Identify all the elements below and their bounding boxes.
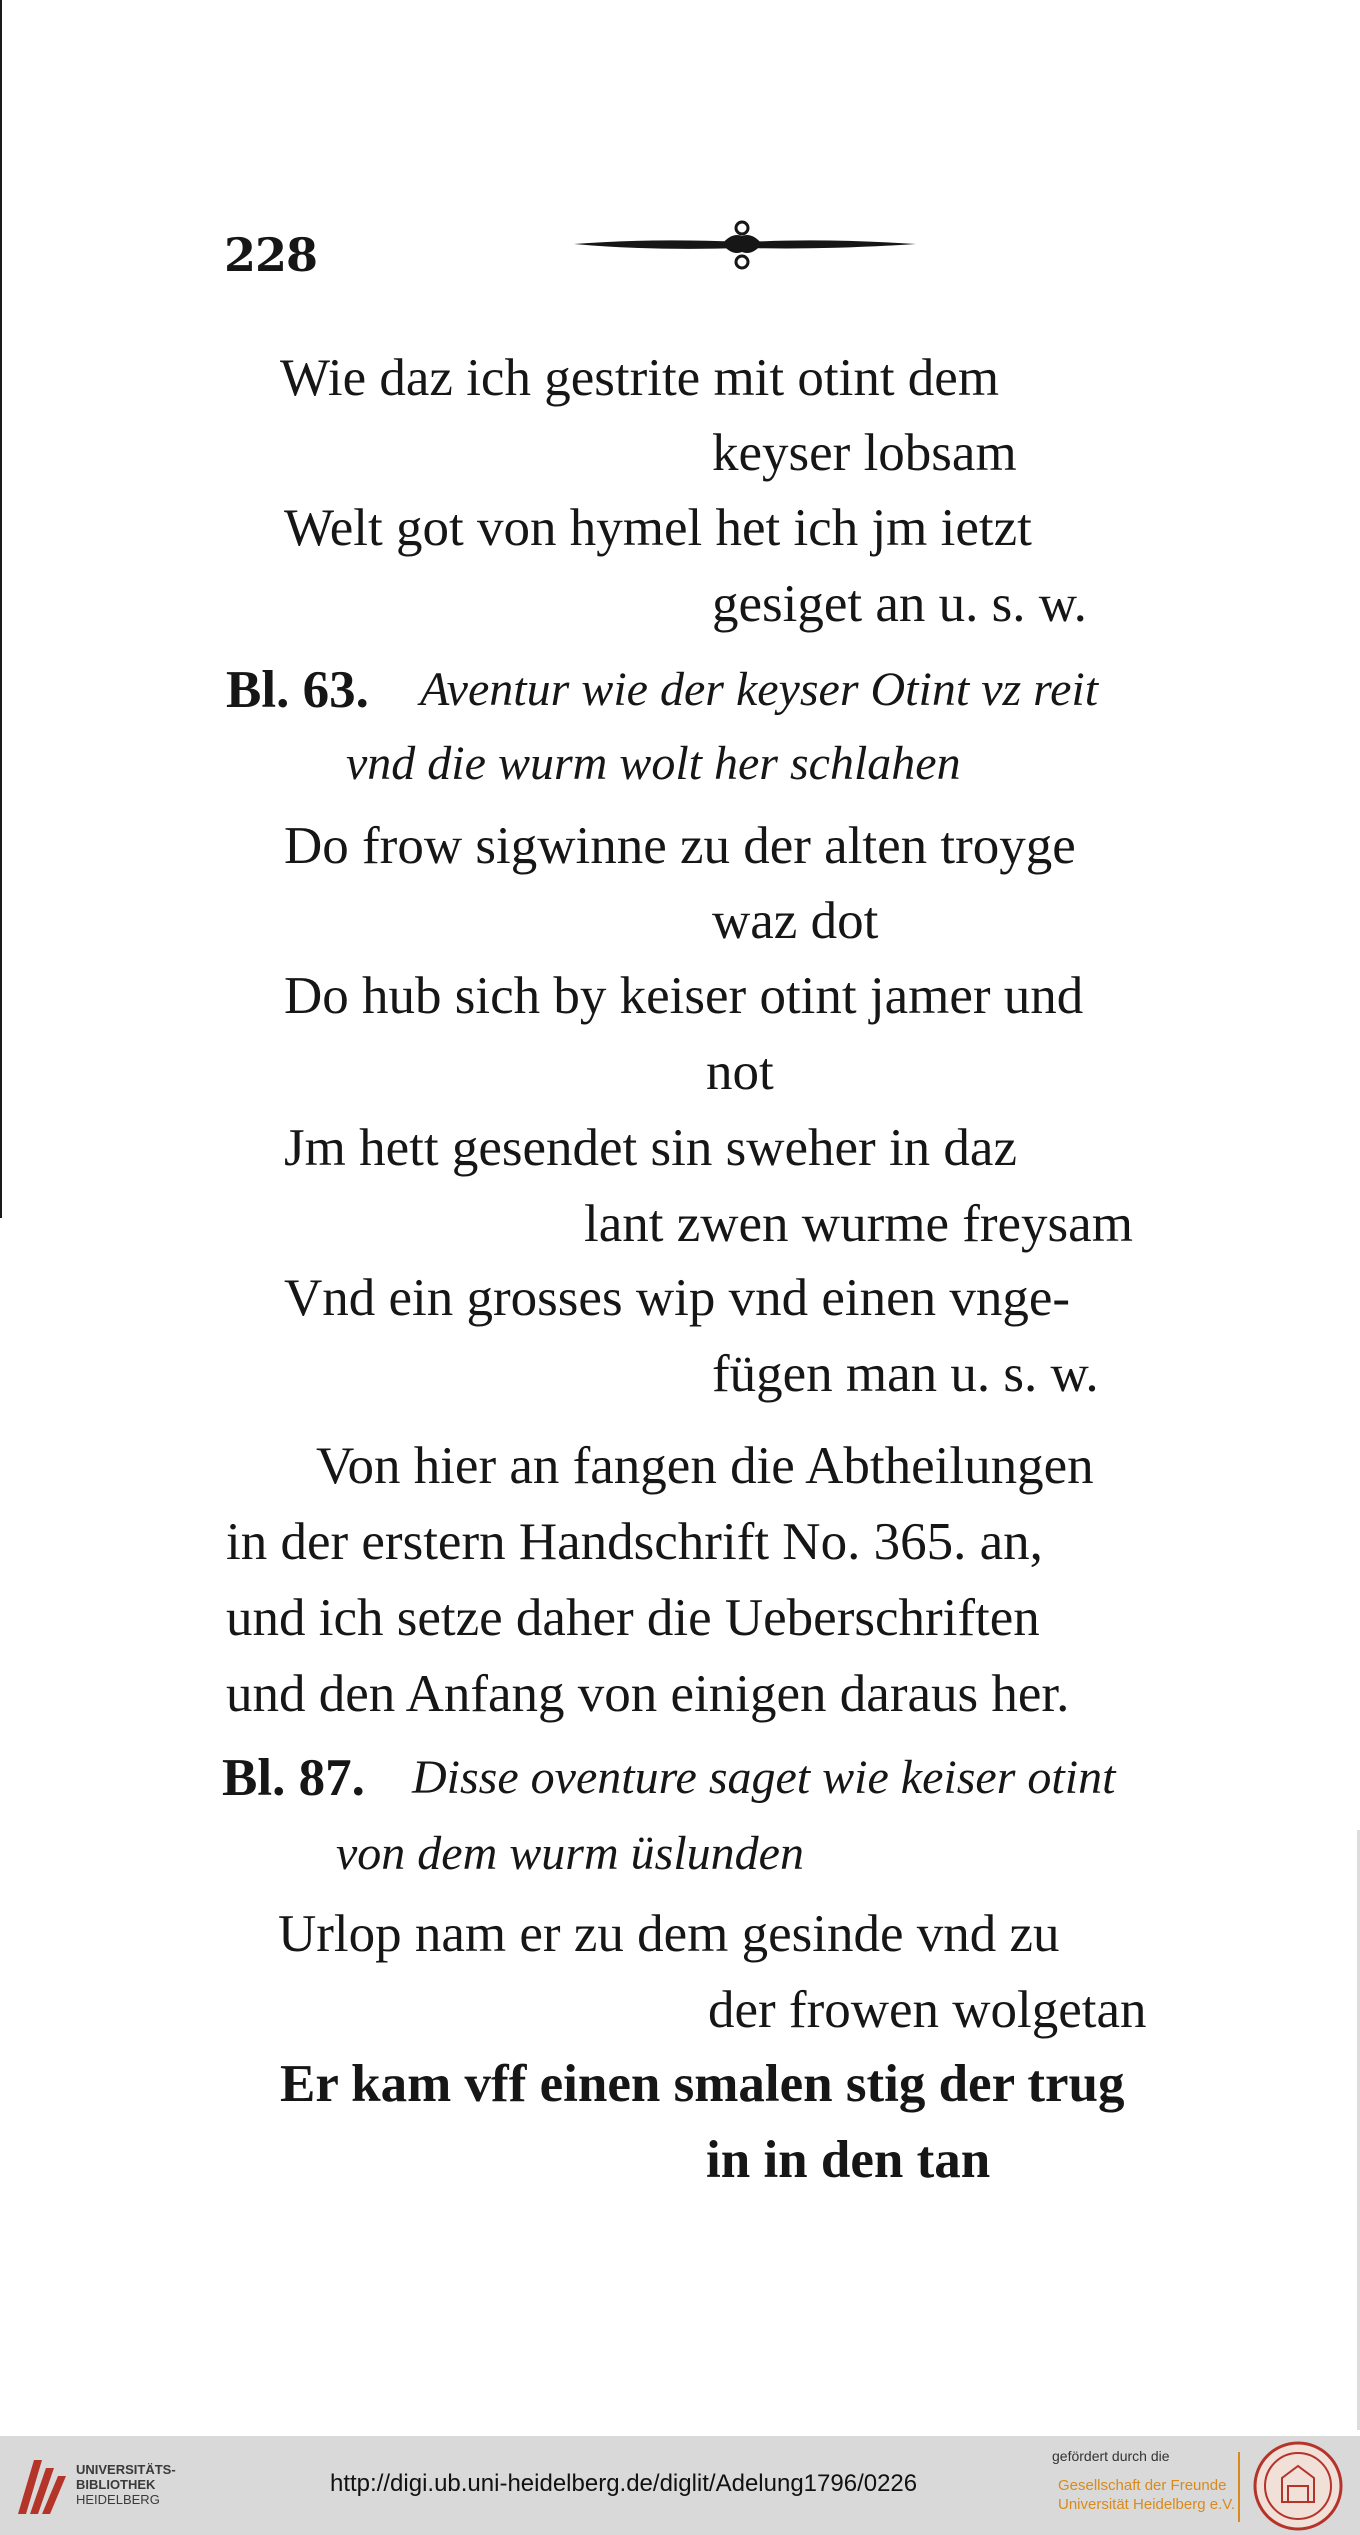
text-line: gesiget an u. s. w. bbox=[712, 575, 1087, 633]
page-number: 228 bbox=[224, 228, 318, 282]
funded-by-label: gefördert durch die bbox=[1052, 2448, 1170, 2464]
chapter-heading: Aventur wie der keyser Otint vz reit bbox=[420, 663, 1099, 716]
text-line: und ich setze daher die Ueberschriften bbox=[226, 1589, 1040, 1647]
permalink-url[interactable]: http://digi.ub.uni-heidelberg.de/diglit/Adelung1796/0226 bbox=[330, 2470, 918, 2497]
sponsor-name: Gesellschaft der Freunde Universität Heidelberg e.V. bbox=[1058, 2477, 1236, 2513]
text-line: Welt got von hymel het ich jm ietzt bbox=[284, 499, 1032, 557]
text-line: not bbox=[706, 1043, 774, 1101]
text-line: keyser lobsam bbox=[712, 424, 1017, 482]
text-line: Wie daz ich gestrite mit otint dem bbox=[280, 349, 1000, 407]
text-line: fügen man u. s. w. bbox=[712, 1345, 1099, 1403]
text-line: Er kam vff einen smalen stig der trug bbox=[280, 2055, 1125, 2113]
footer-bar bbox=[0, 2436, 1360, 2535]
text-line: waz dot bbox=[712, 892, 879, 950]
sponsor-divider bbox=[1238, 2452, 1240, 2522]
university-seal-icon bbox=[1252, 2440, 1344, 2532]
text-line: Urlop nam er zu dem gesinde vnd zu bbox=[278, 1905, 1060, 1963]
header-ornament bbox=[572, 214, 918, 274]
text-line: der frowen wolgetan bbox=[708, 1981, 1147, 2039]
chapter-heading: vnd die wurm wolt her schlahen bbox=[346, 737, 961, 790]
text-line: Vnd ein grosses wip vnd einen vnge- bbox=[284, 1269, 1071, 1327]
university-library-logo-icon bbox=[14, 2454, 72, 2518]
text-line: Do hub sich by keiser otint jamer und bbox=[284, 967, 1084, 1025]
folio-reference: Bl. 87. bbox=[222, 1749, 365, 1807]
text-line: lant zwen wurme freysam bbox=[584, 1195, 1133, 1253]
text-line: in der erstern Handschrift No. 365. an, bbox=[226, 1513, 1043, 1571]
scan-left-edge bbox=[0, 0, 2, 1218]
text-line: Do frow sigwinne zu der alten troyge bbox=[284, 817, 1076, 875]
chapter-heading: von dem wurm üslunden bbox=[336, 1827, 804, 1880]
text-line: Von hier an fangen die Abtheilungen bbox=[316, 1437, 1094, 1495]
text-line: Jm hett gesendet sin sweher in daz bbox=[284, 1119, 1017, 1177]
text-line: in in den tan bbox=[706, 2131, 991, 2189]
folio-reference: Bl. 63. bbox=[226, 661, 369, 719]
text-line: und den Anfang von einigen daraus her. bbox=[226, 1665, 1070, 1723]
university-library-name: UNIVERSITÄTS- BIBLIOTHEK HEIDELBERG bbox=[76, 2462, 176, 2507]
chapter-heading: Disse oventure saget wie keiser otint bbox=[412, 1751, 1116, 1804]
